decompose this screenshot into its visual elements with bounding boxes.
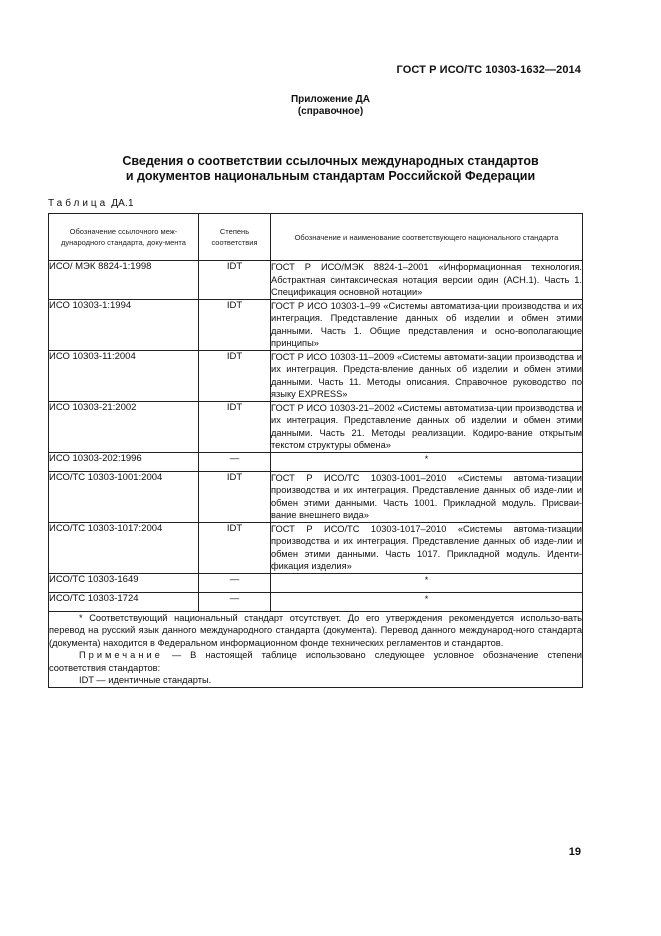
cell-ref: ИСО 10303-1:1994 [49, 299, 199, 350]
cell-ref: ИСО 10303-11:2004 [49, 350, 199, 401]
cell-degree: IDT [199, 522, 271, 573]
document-number: ГОСТ Р ИСО/ТС 10303-1632—2014 [396, 64, 581, 76]
table-footnote-row [49, 611, 583, 687]
cell-degree: IDT [199, 261, 271, 300]
page-title-line-1: Сведения о соответствии ссылочных международных стандартов [122, 154, 539, 168]
cell-national: ГОСТ Р ИСО 10303-11–2009 «Системы автомати-зации производства и их интеграция. Предста-вление данных об изделии и обмен этими данными. Часть 11. Методы описания. Справочное руководство по языку EXPRESS» [271, 351, 582, 399]
cell-degree: IDT [199, 299, 271, 350]
cell-degree: IDT [199, 471, 271, 522]
table-header-row [49, 214, 583, 261]
cell-ref: ИСО 10303-202:1996 [49, 452, 199, 471]
cell-degree: — [199, 573, 271, 592]
cell-national: * [271, 592, 583, 611]
table-row [49, 299, 583, 350]
cell-degree: IDT [199, 350, 271, 401]
table-row [49, 592, 583, 611]
table-row [49, 350, 583, 401]
correspondence-table [48, 213, 583, 688]
note-text: — В настоящей таблице использовано следующее условное обозначение степени соответствия стандартов: [49, 650, 582, 673]
cell-national: ГОСТ Р ИСО/ТС 10303-1017–2010 «Системы автома-тизации производства и их интеграция. Представление данных об изде-лии и обмен этими данными. Часть 1017. Прикладной модуль. Иденти-фикация изделия» [271, 523, 582, 571]
page-title [0, 154, 661, 184]
annex-heading [0, 94, 661, 118]
cell-ref: ИСО 10303-21:2002 [49, 401, 199, 452]
table-caption [48, 198, 134, 209]
cell-ref: ИСО/ТС 10303-1724 [49, 592, 199, 611]
footnote-text: * Соответствующий национальный стандарт отсутствует. До его утверждения рекомендуется использо-вать перевод на русский язык данного международного стандарта (документа). Перевод данного международ-ного стандарта (документа) находится в Федеральном информационном фонде технических регламентов и стандартов. [49, 612, 582, 648]
table-footnote [49, 611, 583, 687]
cell-ref: ИСО/ТС 10303-1001:2004 [49, 471, 199, 522]
cell-national: * [271, 452, 583, 471]
header-international-standard: Обозначение ссылочного меж-дународного стандарта, доку-мента [49, 214, 199, 261]
header-national-standard: Обозначение и наименование соответствующего национального стандарта [271, 214, 583, 261]
table-caption-number: ДА.1 [111, 198, 134, 209]
cell-degree: — [199, 452, 271, 471]
note-line [49, 649, 582, 674]
cell-national: ГОСТ Р ИСО/ТС 10303-1001–2010 «Системы автома-тизации производства и их интеграция. Представление данных об изде-лии и обмен этими данными. Часть 1001. Прикладной модуль. Присваи-вание внешнего вида» [271, 472, 582, 520]
note-label: Примечание [79, 650, 163, 660]
table-row [49, 522, 583, 573]
legend-text: IDT — идентичные стандарты. [79, 675, 212, 685]
cell-ref: ИСО/ТС 10303-1017:2004 [49, 522, 199, 573]
cell-national: ГОСТ Р ИСО/МЭК 8824-1–2001 «Информационная технология. Абстрактная синтаксическая нотация версии один (АСН.1). Часть 1. Спецификация основной нотации» [271, 262, 582, 297]
page-title-line-2: и документов национальным стандартам Российской Федерации [125, 169, 536, 183]
table-row [49, 261, 583, 300]
table-caption-prefix: Таблица [48, 198, 109, 209]
cell-national: ГОСТ Р ИСО 10303-21–2002 «Системы автоматиза-ции производства и их интеграция. Представление данных об изделии и обмен этими данными. Часть 21. Методы реализации. Кодиро-вание открытым текстом структуры обмена» [271, 402, 582, 450]
cell-national: * [271, 573, 583, 592]
table-row [49, 573, 583, 592]
cell-degree: — [199, 592, 271, 611]
cell-ref: ИСО/ МЭК 8824-1:1998 [49, 261, 199, 300]
cell-national: ГОСТ Р ИСО 10303-1–99 «Системы автоматиза-ции производства и их интеграция. Представление данных об изделии и обмен этими данными. Часть 1. Общие представления и осно-вополагающие принципы» [271, 300, 582, 348]
table-row [49, 401, 583, 452]
cell-degree: IDT [199, 401, 271, 452]
table-row [49, 452, 583, 471]
table-row [49, 471, 583, 522]
page-number: 19 [568, 846, 581, 858]
annex-title: Приложение ДА [290, 94, 371, 105]
cell-ref: ИСО/ТС 10303-1649 [49, 573, 199, 592]
annex-subtitle: (справочное) [297, 106, 364, 117]
header-degree: Степень соответствия [199, 214, 271, 261]
